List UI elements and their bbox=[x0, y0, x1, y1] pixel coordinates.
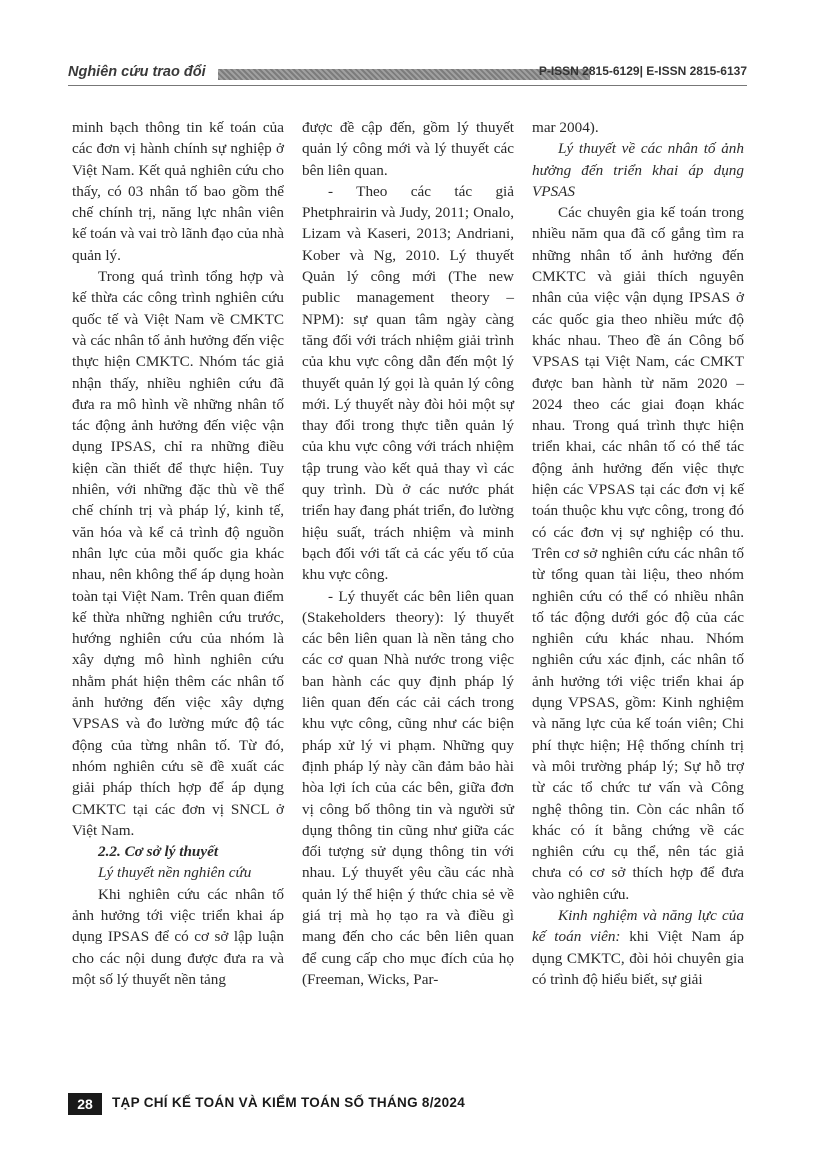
journal-name: TẠP CHÍ KẾ TOÁN VÀ KIỂM TOÁN SỐ THÁNG 8/2024 bbox=[112, 1095, 466, 1110]
header-decorative-bar bbox=[218, 69, 590, 80]
paragraph: minh bạch thông tin kế toán của các đơn vị hành chính sự nghiệp ở Việt Nam. Kết quả nghiên cứu cho thấy, có 03 nhân tố bao gồm thể chế chính trị, năng lực nhân viên kế toán và vai trò lãnh đạo của nhà quản lý. bbox=[72, 119, 284, 264]
paragraph: được đề cập đến, gồm lý thuyết quản lý công mới và lý thuyết các bên liên quan. bbox=[302, 119, 514, 179]
paragraph: - Theo các tác giả Phetphrairin và Judy, 2011; Onalo, Lizam và Kaseri, 2013; Andriani, Kober và Ng, 2010. Lý thuyết Quản lý công mới (The new public management theory – NPM): sự quan tâm ngày càng tăng đối với trách nhiệm giải trình của khu vực công dẫn đến một lý thuyết quản lý gọi là quản lý công mới. Lý thuyết này đòi hỏi một sự thay đổi trong thực tiễn quản lý của khu vực công với trách nhiệm tập trung vào kết quả thay vì các quy trình. Dù ở các nước phát triển hay đang phát triển, đo lường hiệu suất, trách nhiệm và minh bạch đối với tất cả các yếu tố của khu vực công. bbox=[302, 182, 514, 584]
page-number: 28 bbox=[68, 1093, 102, 1115]
paragraph-text: khi Việt Nam áp dụng CMKTC, đòi hỏi chuyên gia có trình độ hiểu biết, sự giải bbox=[532, 928, 744, 988]
text-column-2 bbox=[302, 117, 514, 990]
paragraph: mar 2004). bbox=[532, 119, 599, 136]
section-heading: 2.2. Cơ sở lý thuyết bbox=[98, 843, 219, 861]
section-title: Nghiên cứu trao đổi bbox=[68, 64, 206, 80]
subsection-heading: Lý thuyết nền nghiên cứu bbox=[98, 864, 252, 882]
header-divider bbox=[68, 85, 747, 86]
running-header bbox=[68, 64, 747, 88]
paragraph: - Lý thuyết các bên liên quan (Stakeholders theory): lý thuyết các bên liên quan là nền tảng cho các cơ quan Nhà nước trong việc ban hành các quy định pháp lý liên quan đến các cải cách trong khu vực công, cũng như các biện pháp xử lý vi phạm. Những quy định pháp lý này cần đảm bảo hài hòa lợi ích của các bên, giữa đơn vị công bố thông tin và người sử dụng thông tin cũng như giữa các đối tượng sử dụng thông tin với nhau. Lý thuyết yêu cầu các nhà quản lý thể hiện ý thức chia sẻ về giá trị mà họ tạo ra và điều gì mang đến cho các bên liên quan để cung cấp cho mục đích của họ (Freeman, Wicks, Par- bbox=[302, 587, 514, 988]
text-column-1 bbox=[72, 117, 284, 990]
inline-heading: Kinh nghiệm và năng lực của kế toán viên: bbox=[532, 906, 744, 946]
text-column-3 bbox=[532, 117, 744, 990]
page-footer bbox=[68, 1091, 748, 1121]
paragraph bbox=[532, 905, 744, 990]
paragraph: Các chuyên gia kế toán trong nhiều năm qua đã cố gắng tìm ra những nhân tố ảnh hưởng đến CMKTC và giải thích nguyên nhân của việc vận dụng IPSAS ở các quốc gia theo nhiều mức độ khác nhau. Theo đề án Công bố VPSAS tại Việt Nam, các CMKT được ban hành từ năm 2020 – 2024 theo các giai đoạn khác nhau. Trong quá trình thực hiện triển khai, các nhân tố có thể tác động ảnh hưởng đến việc thực hiện các VPSAS tại các đơn vị kế toán thuộc khu vực công, trong đó có các đơn vị sự nghiệp có thu. Trên cơ sở nghiên cứu các nhân tố từ tổng quan tài liệu, theo nhóm nghiên cứu có thể có nhiều nhân tố tác động dưới góc độ của các nghiên cứu khác nhau. Nhóm nghiên cứu xác định, các nhân tố ảnh hưởng tới việc triển khai áp dụng VPSAS, gồm: Kinh nghiệm và năng lực của kế toán viên; Chi phí thực hiện; Hệ thống chính trị và môi trường pháp lý; Sự hỗ trợ từ các tổ chức tư vấn và Công nghệ thông tin. Còn các nhân tố khác có ít bằng chứng về các nghiên cứu cụ thể, nên tác giả chưa có cơ sở thích hợp để đưa vào nghiên cứu. bbox=[532, 204, 744, 903]
paragraph: Trong quá trình tổng hợp và kế thừa các công trình nghiên cứu quốc tế và Việt Nam về CMKTC và các nhân tố ảnh hưởng đến việc thực hiện CMKTC. Nhóm tác giả nhận thấy, nhiều nghiên cứu đã đưa ra mô hình về những nhân tố tác động ảnh hưởng đến việc vận dụng IPSAS, chỉ ra những điều kiện cần thiết để thực hiện. Tuy nhiên, với những đặc thù về thể chế chính trị và pháp lý, kinh tế, văn hóa và kể cả trình độ nguồn nhân lực của mỗi quốc gia khác nhau, nên không thể áp dụng hoàn toàn tại Việt Nam. Trên quan điểm kế thừa những nghiên cứu trước, hướng nghiên cứu của nhóm là xây dựng mô hình nghiên cứu nhằm phát hiện thêm các nhân tố ảnh hưởng đến việc xây dựng VPSAS và đo lường mức độ tác động của từng nhân tố. Từ đó, nhóm nghiên cứu sẽ đề xuất các giải pháp thích hợp để áp dụng CMKTC tại các đơn vị SNCL ở Việt Nam. bbox=[72, 268, 284, 839]
issn-label: P-ISSN 2815-6129| E-ISSN 2815-6137 bbox=[538, 64, 747, 78]
paragraph: Khi nghiên cứu các nhân tố ảnh hưởng tới việc triển khai áp dụng IPSAS để có cơ sở lập luận cho các nội dung được đưa ra và một số lý thuyết nền tảng bbox=[72, 885, 284, 988]
subsection-heading: Lý thuyết về các nhân tố ảnh hưởng đến triển khai áp dụng VPSAS bbox=[532, 140, 744, 200]
